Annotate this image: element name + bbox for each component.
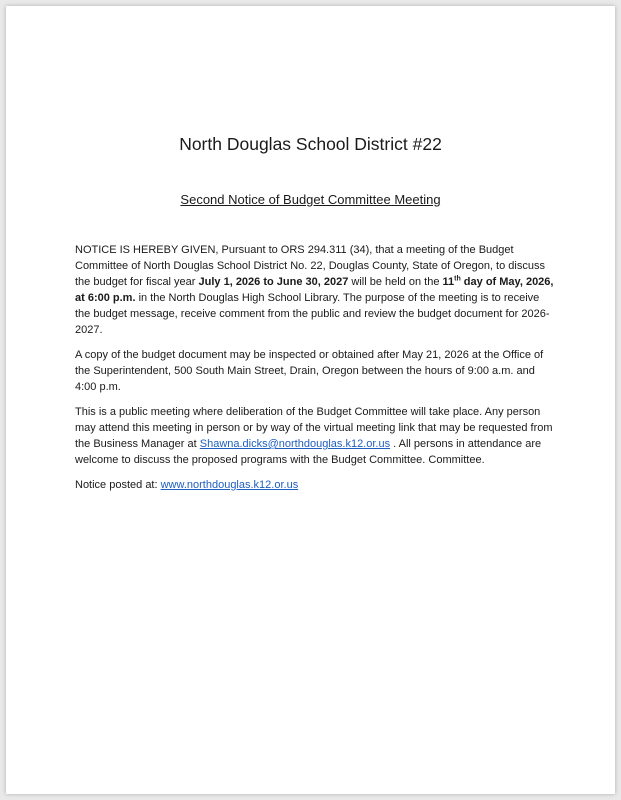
paragraph-budget-copy: A copy of the budget document may be inspected or obtained after May 21, 2026 at the Office of the Superintendent, 500 South Main Street, Drain, Oregon between the hours of 9:00 a.m. and 4:00 p.m.	[75, 349, 544, 393]
document-page	[6, 6, 615, 794]
website-link[interactable]: www.northdouglas.k12.or.us	[160, 479, 299, 491]
p1-mid: will be held on the	[348, 276, 443, 288]
day-number: 11	[442, 276, 455, 288]
fiscal-year: July 1, 2026 to June 30, 2027	[198, 276, 349, 288]
posted-label: Notice posted at:	[75, 479, 161, 491]
notice-subtitle: Second Notice of Budget Committee Meeting	[180, 192, 441, 207]
day-suffix: th	[454, 275, 461, 283]
p3-intro: This is a public meeting where deliberation of the Budget Committee will take place. Any person may attend this meeting in person or by way of the virtual meeting link that may be requested from the Business Manager at	[75, 406, 553, 450]
paragraph-public-meeting	[75, 404, 555, 468]
p1-intro: NOTICE IS HEREBY GIVEN, Pursuant to ORS 294.311 (34), that a meeting of the Budget Committee of North Douglas School District No. 22, Douglas County, State of Oregon, to discuss the budget for fiscal year	[75, 244, 545, 288]
page-title: North Douglas School District #22	[179, 134, 442, 154]
p3-outro: . All persons in attendance are welcome to discuss the proposed programs with the Budget Committee. Committee.	[75, 438, 542, 466]
notice-body	[75, 242, 555, 502]
paragraph-posted	[75, 477, 555, 493]
paragraph-notice	[75, 242, 555, 338]
date-rest: day of May, 2026, at 6:00 p.m.	[75, 276, 554, 304]
p1-outro: in the North Douglas High School Library. The purpose of the meeting is to receive the budget message, receive comment from the public and review the budget document for 2026-2027.	[75, 292, 550, 336]
email-link[interactable]: Shawna.dicks@northdouglas.k12.or.us	[199, 438, 391, 450]
